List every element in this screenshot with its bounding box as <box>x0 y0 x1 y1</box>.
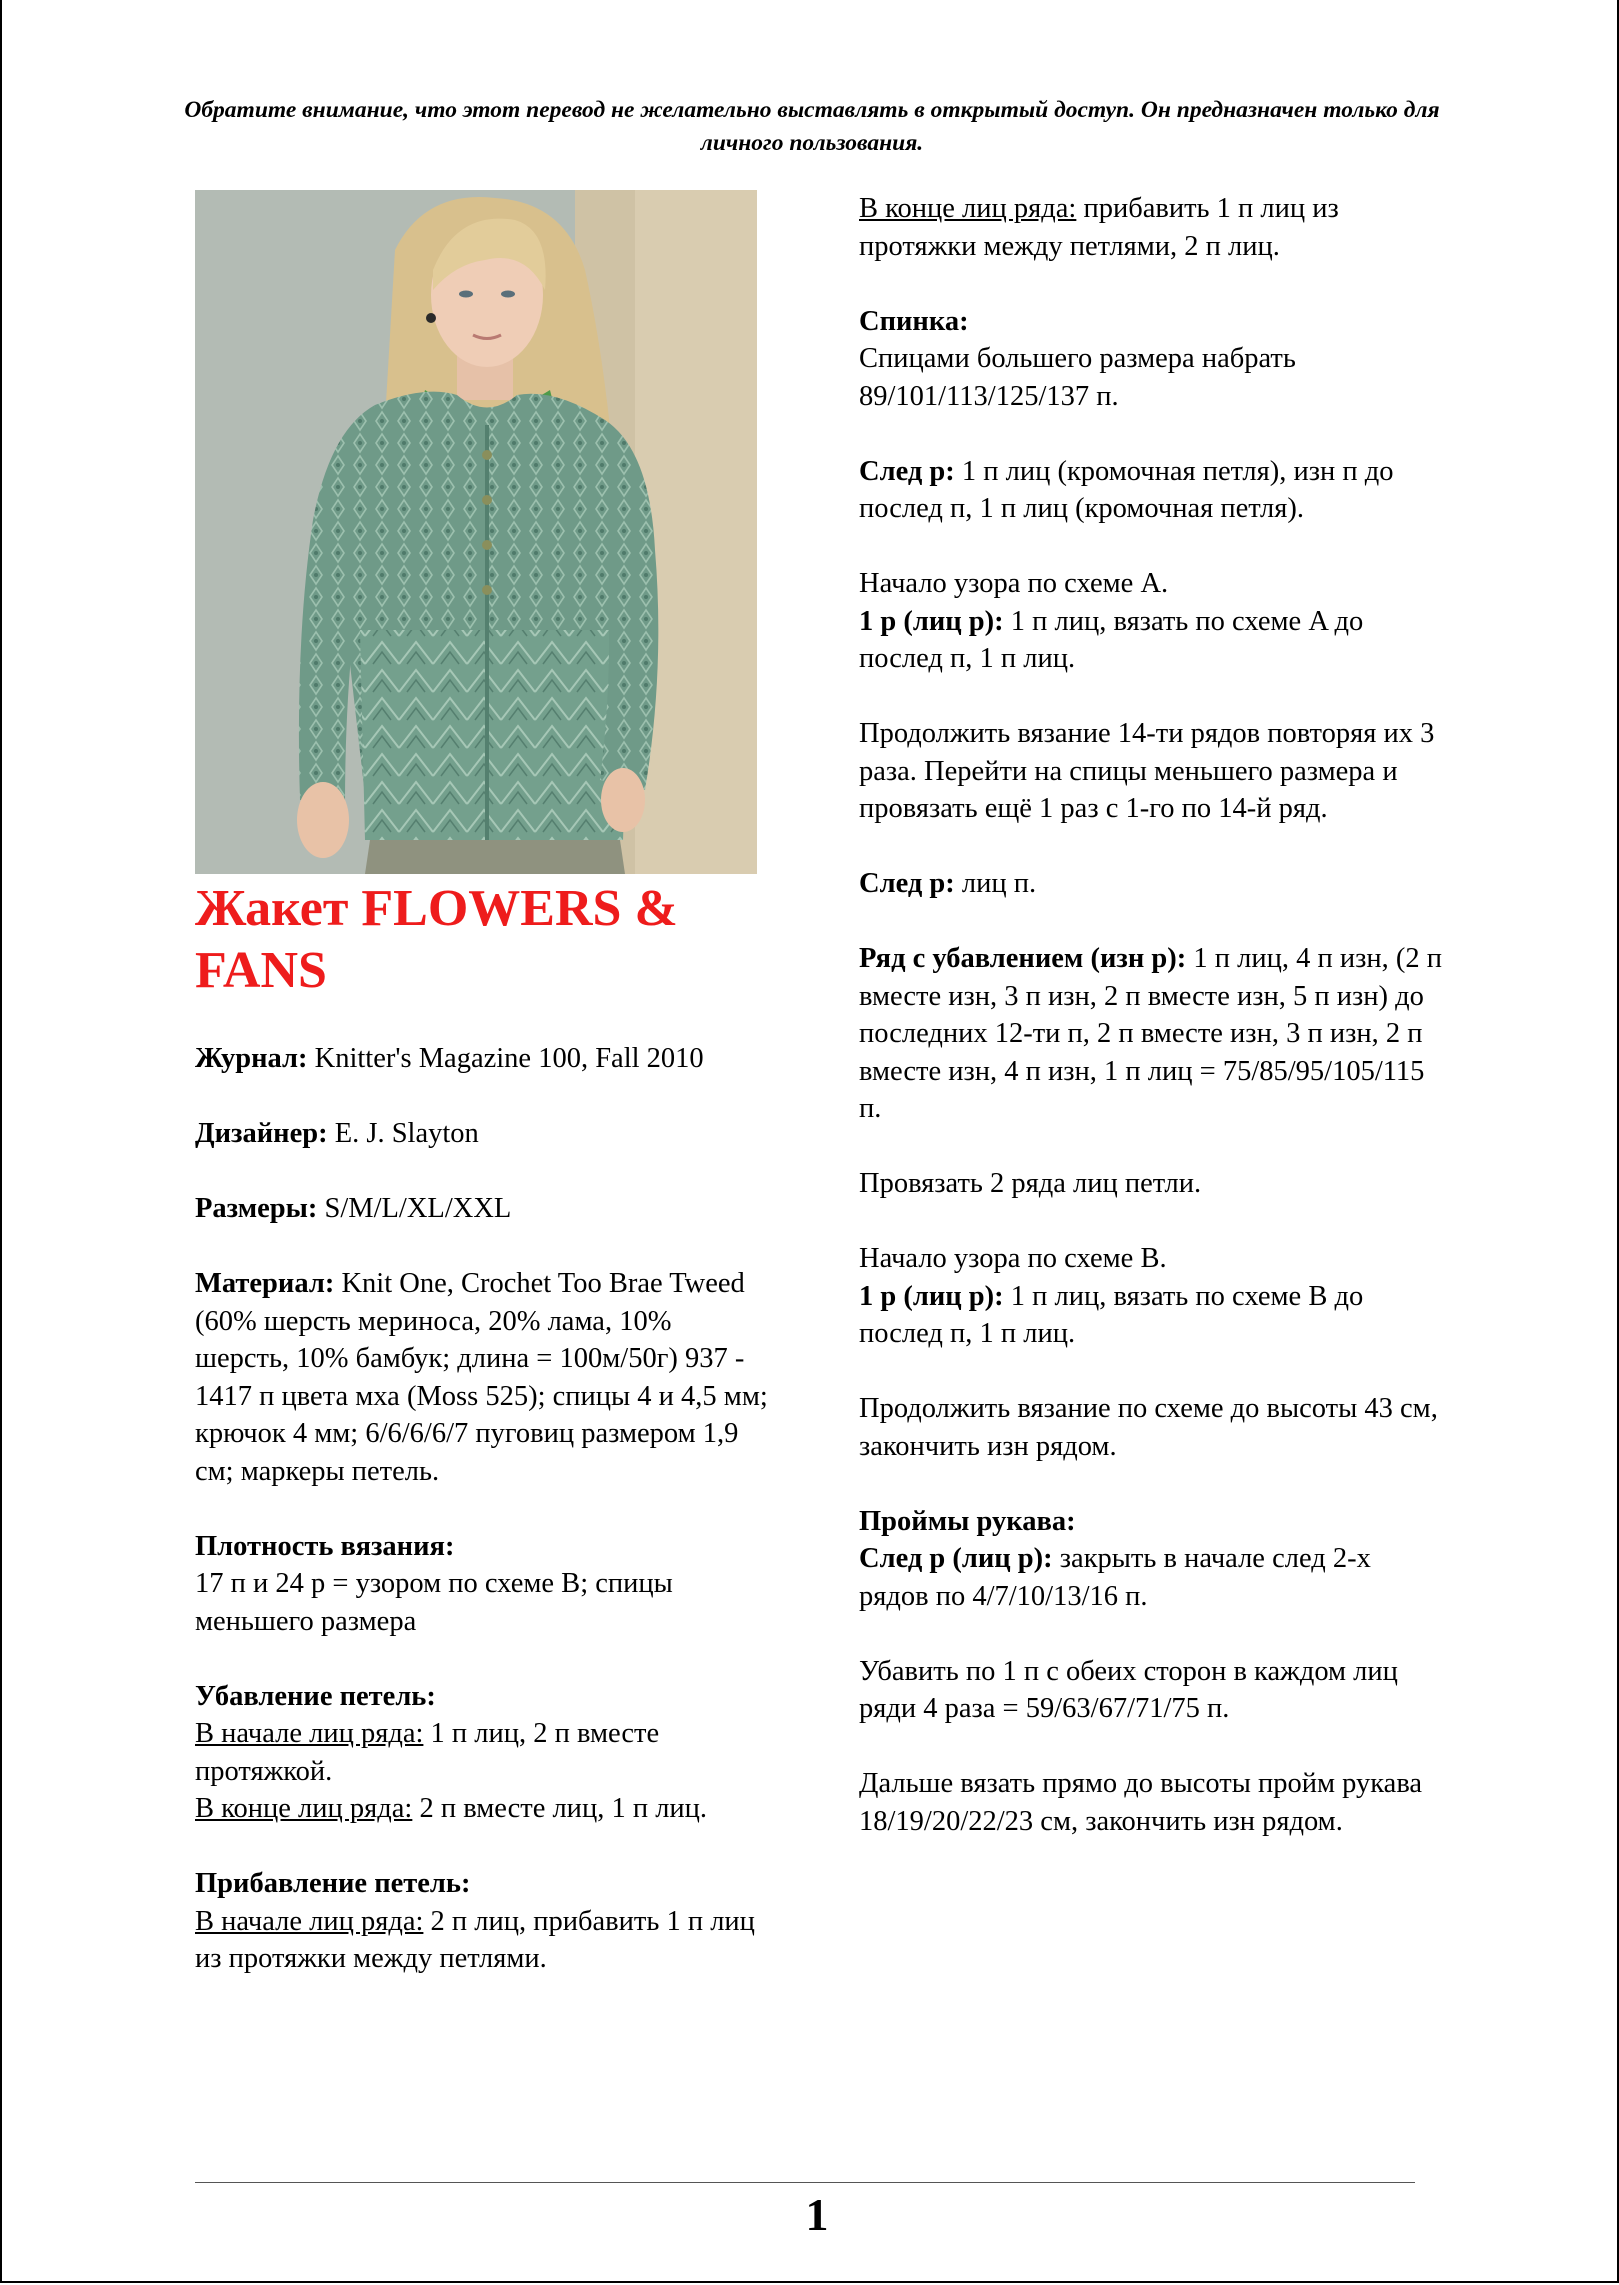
armhole-row-value: закрыть в начале след 2-х рядов по 4/7/10/13/16 п. <box>859 1543 1371 1612</box>
journal-label: Журнал: <box>195 1043 308 1074</box>
armhole-straight-paragraph: Дальше вязать прямо до высоты пройм рукава 18/19/20/22/23 см, закончить изн рядом. <box>859 1768 1423 1837</box>
increase-end-label: В конце лиц ряда: <box>859 193 1077 224</box>
journal-value: Knitter's Magazine 100, Fall 2010 <box>307 1043 704 1074</box>
sizes-label: Размеры: <box>195 1193 318 1224</box>
notice-text: Обратите внимание, что этот перевод не желательно выставлять в открытый доступ. Он предназначен только для личного пользования. <box>184 97 1440 156</box>
decrease-start-value: 1 п лиц, 2 п вместе протяжкой. <box>195 1718 660 1787</box>
next-row-line <box>859 453 1444 528</box>
left-column <box>195 190 770 1978</box>
increase-heading <box>195 1865 770 1903</box>
continue-a-paragraph: Продолжить вязание 14-ти рядов повторяя их 3 раза. Перейти на спицы меньшего размера и провязать ещё 1 раз с 1-го по 14-й ряд. <box>859 718 1435 824</box>
increase-start-label: В начале лиц ряда: <box>195 1905 424 1937</box>
chart-b-row-value: 1 п лиц, вязать по схеме B до послед п, 1 п лиц. <box>859 1280 1364 1349</box>
chart-a-row-label: 1 р (лиц р): <box>859 605 1004 637</box>
journal-line <box>195 1040 770 1078</box>
material-value: Knit One, Crochet Too Brae Tweed (60% шерсть мериноса, 20% лама, 10% шерсть, 10% бамбук; длина = 100м/50г) 937 - 1417 п цвета мха (Moss 525); спицы 4 и 4,5 мм; крючок 4 мм; 6/6/6/6/7 пуговиц размером 1,9 см; маркеры петель. <box>195 1268 768 1487</box>
back-heading <box>859 303 1444 341</box>
material-paragraph <box>195 1265 770 1490</box>
product-photo <box>195 190 757 874</box>
footer-divider <box>195 2182 1415 2183</box>
sizes-value: S/M/L/XL/XXL <box>317 1193 512 1224</box>
designer-label: Дизайнер: <box>195 1118 328 1149</box>
armhole-heading <box>859 1503 1444 1541</box>
increase-end-value: прибавить 1 п лиц из протяжки между петлями, 2 п лиц. <box>859 193 1339 262</box>
next-row2-value: лиц п. <box>954 868 1037 899</box>
next-row-label: След р: <box>859 455 955 487</box>
page-number: 1 <box>805 2189 829 2240</box>
gauge-label: Плотность вязания: <box>195 1530 455 1562</box>
designer-line <box>195 1115 770 1153</box>
back-value: Спицами большего размера набрать 89/101/113/125/137 п. <box>859 343 1296 412</box>
decrease-row-label: Ряд с убавлением (изн р): <box>859 943 1187 974</box>
model-wearing-cardigan-image <box>195 190 757 874</box>
knit-two-rows: Провязать 2 ряда лиц петли. <box>859 1168 1202 1199</box>
sizes-line <box>195 1190 770 1228</box>
chart-a-intro: Начало узора по схеме A. <box>859 568 1169 599</box>
back-label: Спинка: <box>859 305 969 337</box>
armhole-label: Проймы рукава: <box>859 1505 1076 1537</box>
decrease-end-line <box>195 1790 770 1828</box>
next-row2-label: След р: <box>859 868 955 899</box>
chart-a-row-value: 1 п лиц, вязать по схеме A до послед п, 1 п лиц. <box>859 605 1364 674</box>
increase-start-line <box>195 1903 770 1978</box>
material-label: Материал: <box>195 1268 335 1299</box>
increase-start-value: 2 п лиц, прибавить 1 п лиц из протяжки между петлями. <box>195 1905 755 1974</box>
page-title: Жакет FLOWERS & FANS <box>195 880 678 999</box>
next-row-value: 1 п лиц (кромочная петля), изн п до послед п, 1 п лиц (кромочная петля). <box>859 455 1394 524</box>
chart-b-intro: Начало узора по схеме B. <box>859 1243 1167 1274</box>
increase-end-line <box>859 190 1444 265</box>
chart-a-row-line <box>859 603 1444 678</box>
continue-b-paragraph: Продолжить вязание по схеме до высоты 43 см, закончить изн рядом. <box>859 1393 1438 1462</box>
decrease-row-paragraph <box>859 940 1444 1128</box>
decrease-heading <box>195 1678 770 1716</box>
gauge-value: 17 п и 24 р = узором по схеме B; спицы меньшего размера <box>195 1568 673 1637</box>
armhole-row-label: След р (лиц р): <box>859 1543 1053 1574</box>
chart-b-row-line <box>859 1278 1444 1353</box>
decrease-label: Убавление петель: <box>195 1680 436 1712</box>
decrease-end-value: 2 п вместе лиц, 1 п лиц. <box>412 1793 708 1824</box>
decrease-start-label: В начале лиц ряда: <box>195 1718 424 1749</box>
right-column <box>859 190 1444 1840</box>
decrease-row-value: 1 п лиц, 4 п изн, (2 п вместе изн, 3 п изн, 2 п вместе изн, 5 п изн) до последних 12-ти п, 2 п вместе изн, 3 п изн, 2 п вместе изн, 4 п изн, 1 п лиц = 75/85/95/105/115 п. <box>859 943 1442 1124</box>
decrease-start-line <box>195 1715 770 1790</box>
decrease-end-label: В конце лиц ряда: <box>195 1793 413 1824</box>
designer-value: E. J. Slayton <box>327 1118 479 1149</box>
chart-b-row-label: 1 р (лиц р): <box>859 1280 1004 1312</box>
armhole-row-line <box>859 1540 1444 1615</box>
next-row2-line <box>859 865 1444 903</box>
armhole-decrease-paragraph: Убавить по 1 п с обеих сторон в каждом лиц ряди 4 раза = 59/63/67/71/75 п. <box>859 1655 1398 1724</box>
increase-label: Прибавление петель: <box>195 1868 471 1899</box>
gauge-heading <box>195 1528 770 1566</box>
